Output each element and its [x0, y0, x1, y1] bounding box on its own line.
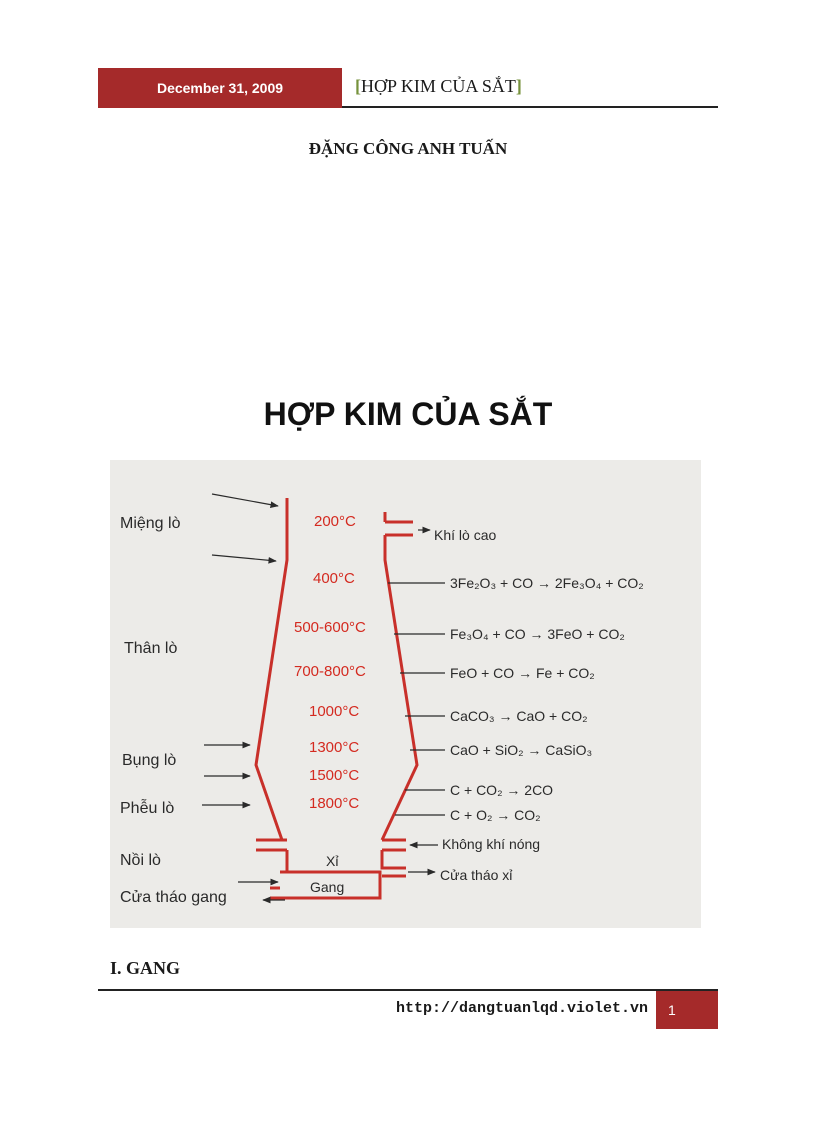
- label-cua-thao-xi: Cửa tháo xỉ: [440, 867, 513, 883]
- furnace-right-wall: [382, 535, 417, 840]
- temp-700-800: 700-800°C: [294, 663, 366, 680]
- reaction-6: C + CO₂ → 2CO: [450, 782, 554, 798]
- temp-1000: 1000°C: [309, 703, 360, 720]
- label-than-lo: Thân lò: [124, 640, 178, 657]
- blast-furnace-diagram: [110, 460, 701, 928]
- temp-200: 200°C: [314, 513, 356, 530]
- header-title: [355, 76, 522, 97]
- label-xi: Xỉ: [326, 853, 339, 869]
- header-bracket-open: [: [355, 76, 361, 96]
- label-pheu-lo: Phễu lò: [120, 800, 175, 817]
- section-heading: I. GANG: [110, 958, 181, 978]
- furnace-left-wall: [256, 498, 287, 840]
- temp-1300: 1300°C: [309, 739, 360, 756]
- header-date: December 31, 2009: [156, 80, 284, 96]
- temp-500-600: 500-600°C: [294, 619, 366, 636]
- label-mieng-lo: Miệng lò: [120, 515, 181, 532]
- author-name: ĐẶNG CÔNG ANH TUẤN: [308, 139, 508, 158]
- label-cua-thao-gang: Cửa tháo gang: [120, 889, 227, 906]
- reaction-5: CaO + SiO₂ → CaSiO₃: [450, 742, 593, 758]
- temp-1800: 1800°C: [309, 795, 360, 812]
- label-noi-lo: Nồi lò: [120, 852, 161, 869]
- reaction-3: FeO + CO → Fe + CO₂: [450, 665, 595, 681]
- furnace-outline: [256, 498, 417, 898]
- header-bracket-close: ]: [515, 76, 522, 96]
- reaction-2: Fe₃O₄ + CO → 3FeO + CO₂: [450, 626, 625, 642]
- label-bung-lo: Bụng lò: [122, 752, 177, 769]
- header-rule: [342, 106, 718, 108]
- footer-rule: [98, 989, 718, 991]
- reaction-4: CaCO₃ → CaO + CO₂: [450, 708, 588, 724]
- header-title-text: HỢP KIM CỦA SẮT: [361, 76, 516, 96]
- page-number: 1: [656, 991, 718, 1029]
- page-title: HỢP KIM CỦA SẮT: [263, 396, 553, 432]
- label-khong-khi-nong: Không khí nóng: [442, 836, 541, 852]
- label-gang: Gang: [310, 879, 345, 895]
- reaction-1: 3Fe₂O₃ + CO → 2Fe₃O₄ + CO₂: [450, 575, 644, 591]
- reaction-7: C + O₂ → CO₂: [450, 807, 541, 823]
- temp-400: 400°C: [313, 570, 355, 587]
- footer-url: http://dangtuanlqd.violet.vn: [396, 1000, 649, 1017]
- blast-furnace-svg: [110, 460, 701, 928]
- label-khi-lo-cao: Khí lò cao: [434, 527, 497, 543]
- temp-1500: 1500°C: [309, 767, 360, 784]
